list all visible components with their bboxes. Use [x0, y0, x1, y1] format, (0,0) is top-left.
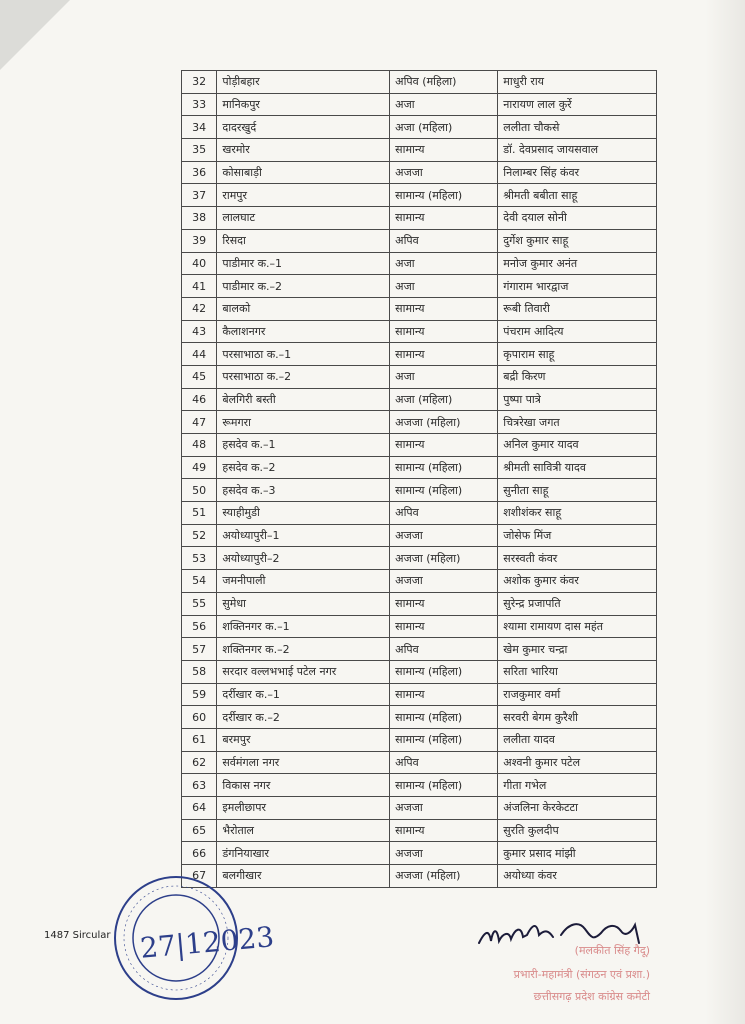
signatory-title: प्रभारी-महामंत्री (संगठन एवं प्रशा.): [513, 968, 650, 981]
table-row: [182, 751, 657, 774]
row-number: 57: [182, 638, 217, 661]
ward-name: दर्रीखार क.–1: [217, 683, 390, 706]
ward-name: बेलगिरी बस्ती: [217, 388, 390, 411]
reservation-category: अपिव: [390, 229, 498, 252]
table-row: [182, 592, 657, 615]
stamp-date: 27|12023: [138, 920, 276, 965]
reservation-category: सामान्य (महिला): [390, 774, 498, 797]
candidate-name: अश्वनी कुमार पटेल: [498, 751, 657, 774]
reservation-category: अजजा: [390, 570, 498, 593]
ward-name: अयोध्यापुरी–2: [217, 547, 390, 570]
row-number: 36: [182, 161, 217, 184]
table-row: [182, 184, 657, 207]
ward-name: विकास नगर: [217, 774, 390, 797]
ward-name: डंगनियाखार: [217, 842, 390, 865]
reservation-category: अजजा (महिला): [390, 411, 498, 434]
row-number: 59: [182, 683, 217, 706]
candidate-name: गीता गभेल: [498, 774, 657, 797]
candidate-name: सरस्वती कंवर: [498, 547, 657, 570]
reservation-category: सामान्य (महिला): [390, 660, 498, 683]
row-number: 33: [182, 93, 217, 116]
ward-name: परसाभाठा क.–2: [217, 365, 390, 388]
ward-name: इमलीछापर: [217, 797, 390, 820]
page-edge-shadow: [705, 0, 745, 1024]
reservation-category: अजा: [390, 275, 498, 298]
reservation-category: सामान्य: [390, 683, 498, 706]
row-number: 47: [182, 411, 217, 434]
reservation-category: सामान्य: [390, 434, 498, 457]
ward-name: हसदेव क.–3: [217, 479, 390, 502]
row-number: 65: [182, 819, 217, 842]
row-number: 37: [182, 184, 217, 207]
row-number: 61: [182, 728, 217, 751]
candidate-name: अशोक कुमार कंवर: [498, 570, 657, 593]
table-row: [182, 139, 657, 162]
candidate-name: रूबी तिवारी: [498, 297, 657, 320]
folded-corner: [0, 0, 70, 70]
reservation-category: अजा (महिला): [390, 116, 498, 139]
candidate-name: देवी दयाल सोनी: [498, 207, 657, 230]
reservation-category: अजा: [390, 252, 498, 275]
ward-name: स्याहीमुडी: [217, 502, 390, 525]
row-number: 40: [182, 252, 217, 275]
ward-name: हसदेव क.–1: [217, 434, 390, 457]
ward-name: सुमेधा: [217, 592, 390, 615]
candidate-name: कृपाराम साहू: [498, 343, 657, 366]
reservation-category: सामान्य: [390, 139, 498, 162]
reservation-category: अजा: [390, 365, 498, 388]
row-number: 32: [182, 71, 217, 94]
table-row: [182, 615, 657, 638]
ward-name: शक्तिनगर क.–1: [217, 615, 390, 638]
ward-name: मानिकपुर: [217, 93, 390, 116]
row-number: 50: [182, 479, 217, 502]
reservation-category: सामान्य: [390, 297, 498, 320]
table-row: [182, 638, 657, 661]
table-row: [182, 570, 657, 593]
row-number: 43: [182, 320, 217, 343]
row-number: 44: [182, 343, 217, 366]
table-row: [182, 320, 657, 343]
row-number: 41: [182, 275, 217, 298]
table-row: [182, 434, 657, 457]
ward-name: हसदेव क.–2: [217, 456, 390, 479]
table-row: [182, 797, 657, 820]
row-number: 55: [182, 592, 217, 615]
reservation-category: अजजा: [390, 524, 498, 547]
ward-name: कैलाशनगर: [217, 320, 390, 343]
candidate-name: सरवरी बेगम कुरैशी: [498, 706, 657, 729]
reservation-category: अपिव: [390, 638, 498, 661]
reservation-category: अजजा: [390, 797, 498, 820]
table-row: [182, 774, 657, 797]
reservation-category: सामान्य (महिला): [390, 456, 498, 479]
table-row: [182, 683, 657, 706]
ward-name: रामपुर: [217, 184, 390, 207]
reservation-category: अजा (महिला): [390, 388, 498, 411]
reservation-category: अजजा: [390, 161, 498, 184]
row-number: 66: [182, 842, 217, 865]
table-row: [182, 71, 657, 94]
ward-name: शक्तिनगर क.–2: [217, 638, 390, 661]
ward-name: बालको: [217, 297, 390, 320]
row-number: 63: [182, 774, 217, 797]
candidate-name: माधुरी राय: [498, 71, 657, 94]
row-number: 64: [182, 797, 217, 820]
ward-name: जमनीपाली: [217, 570, 390, 593]
row-number: 58: [182, 660, 217, 683]
table-row: [182, 229, 657, 252]
ward-name: पाडीमार क.–1: [217, 252, 390, 275]
reservation-category: सामान्य: [390, 343, 498, 366]
table-row: [182, 411, 657, 434]
row-number: 67: [182, 865, 217, 888]
signatory-organization: छत्तीसगढ़ प्रदेश कांग्रेस कमेटी: [533, 990, 650, 1003]
candidate-name: निलाम्बर सिंह कंवर: [498, 161, 657, 184]
ward-roster-table: [181, 70, 657, 888]
table-row: [182, 502, 657, 525]
table-row: [182, 297, 657, 320]
table-row: [182, 388, 657, 411]
ward-name: बरमपुर: [217, 728, 390, 751]
table-row: [182, 865, 657, 888]
ward-name: पाडीमार क.–2: [217, 275, 390, 298]
table-row: [182, 93, 657, 116]
candidate-name: सुरेन्द्र प्रजापति: [498, 592, 657, 615]
ward-name: रिसदा: [217, 229, 390, 252]
table-row: [182, 456, 657, 479]
candidate-name: सुनीता साहू: [498, 479, 657, 502]
row-number: 35: [182, 139, 217, 162]
table-row: [182, 343, 657, 366]
candidate-name: खेम कुमार चन्द्रा: [498, 638, 657, 661]
row-number: 46: [182, 388, 217, 411]
table-row: [182, 207, 657, 230]
candidate-name: बद्री किरण: [498, 365, 657, 388]
candidate-name: अयोध्या कंवर: [498, 865, 657, 888]
row-number: 34: [182, 116, 217, 139]
row-number: 52: [182, 524, 217, 547]
table-row: [182, 660, 657, 683]
ward-name: लालघाट: [217, 207, 390, 230]
reservation-category: सामान्य: [390, 207, 498, 230]
candidate-name: श्रीमती सावित्री यादव: [498, 456, 657, 479]
row-number: 39: [182, 229, 217, 252]
row-number: 49: [182, 456, 217, 479]
candidate-name: शशीशंकर साहू: [498, 502, 657, 525]
reservation-category: अपिव (महिला): [390, 71, 498, 94]
candidate-name: श्यामा रामायण दास महंत: [498, 615, 657, 638]
reservation-category: सामान्य (महिला): [390, 728, 498, 751]
candidate-name: चित्ररेखा जगत: [498, 411, 657, 434]
row-number: 38: [182, 207, 217, 230]
ward-name: रूमगरा: [217, 411, 390, 434]
table-row: [182, 479, 657, 502]
candidate-name: पंचराम आदित्य: [498, 320, 657, 343]
reservation-category: सामान्य (महिला): [390, 706, 498, 729]
reservation-category: अजजा (महिला): [390, 865, 498, 888]
candidate-name: डॉ. देवप्रसाद जायसवाल: [498, 139, 657, 162]
ward-name: सर्वमंगला नगर: [217, 751, 390, 774]
table-row: [182, 819, 657, 842]
table-row: [182, 252, 657, 275]
ward-name: बलगीखार: [217, 865, 390, 888]
table-row: [182, 524, 657, 547]
candidate-name: सरिता भारिया: [498, 660, 657, 683]
ward-name: भैरोताल: [217, 819, 390, 842]
ward-name: अयोध्यापुरी–1: [217, 524, 390, 547]
row-number: 48: [182, 434, 217, 457]
reservation-category: अपिव: [390, 751, 498, 774]
table-row: [182, 547, 657, 570]
table-row: [182, 161, 657, 184]
row-number: 54: [182, 570, 217, 593]
ward-name: परसाभाठा क.–1: [217, 343, 390, 366]
reservation-category: अपिव: [390, 502, 498, 525]
ward-name: खरमोर: [217, 139, 390, 162]
candidate-name: ललीता यादव: [498, 728, 657, 751]
reservation-category: अजा: [390, 93, 498, 116]
reservation-category: सामान्य (महिला): [390, 479, 498, 502]
table-row: [182, 365, 657, 388]
row-number: 60: [182, 706, 217, 729]
row-number: 53: [182, 547, 217, 570]
candidate-name: मनोज कुमार अनंत: [498, 252, 657, 275]
candidate-name: अनिल कुमार यादव: [498, 434, 657, 457]
candidate-name: राजकुमार वर्मा: [498, 683, 657, 706]
candidate-name: सुरति कुलदीप: [498, 819, 657, 842]
row-number: 42: [182, 297, 217, 320]
candidate-name: अंजलिना केरकेटटा: [498, 797, 657, 820]
ward-name: कोसाबाड़ी: [217, 161, 390, 184]
candidate-name: पुष्पा पात्रे: [498, 388, 657, 411]
ward-name: दर्रीखार क.–2: [217, 706, 390, 729]
reservation-category: सामान्य: [390, 819, 498, 842]
row-number: 56: [182, 615, 217, 638]
reservation-category: सामान्य: [390, 615, 498, 638]
ward-name: पोड़ीबहार: [217, 71, 390, 94]
row-number: 51: [182, 502, 217, 525]
candidate-name: दुर्गेश कुमार साहू: [498, 229, 657, 252]
candidate-name: कुमार प्रसाद मांझी: [498, 842, 657, 865]
candidate-name: ललीता चौकसे: [498, 116, 657, 139]
candidate-name: गंगाराम भारद्वाज: [498, 275, 657, 298]
reservation-category: सामान्य (महिला): [390, 184, 498, 207]
circular-code: 1487 Sircular: [44, 930, 111, 941]
table-row: [182, 728, 657, 751]
reservation-category: सामान्य: [390, 592, 498, 615]
candidate-name: श्रीमती बबीता साहू: [498, 184, 657, 207]
reservation-category: अजजा (महिला): [390, 547, 498, 570]
signatory-name: (मलकीत सिंह गैदू): [574, 944, 650, 957]
table-row: [182, 116, 657, 139]
table-row: [182, 275, 657, 298]
candidate-name: जोसेफ मिंज: [498, 524, 657, 547]
table-row: [182, 706, 657, 729]
ward-name: सरदार वल्लभभाई पटेल नगर: [217, 660, 390, 683]
ward-name: दादरखुर्द: [217, 116, 390, 139]
table-row: [182, 842, 657, 865]
candidate-name: नारायण लाल कुर्रे: [498, 93, 657, 116]
row-number: 45: [182, 365, 217, 388]
ward-roster-body: [182, 71, 657, 888]
reservation-category: सामान्य: [390, 320, 498, 343]
row-number: 62: [182, 751, 217, 774]
reservation-category: अजजा: [390, 842, 498, 865]
